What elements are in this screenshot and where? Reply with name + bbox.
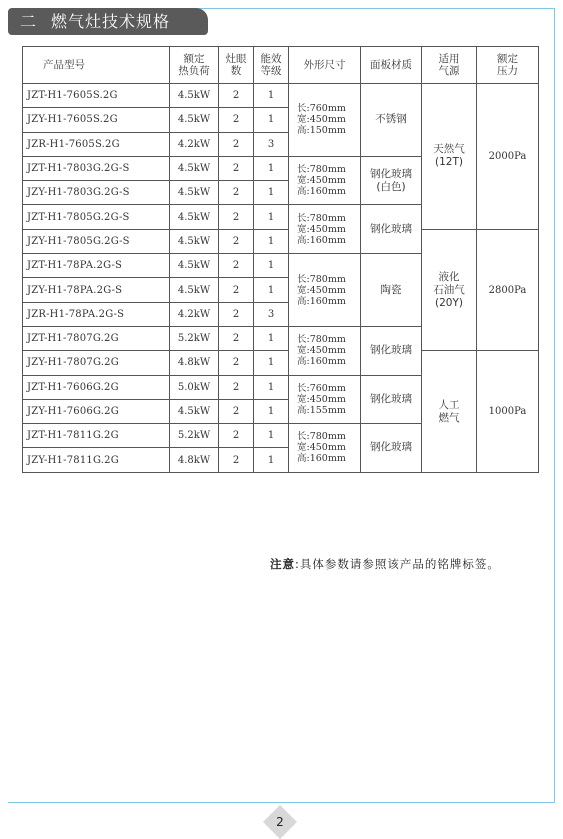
efficiency-grade-cell: 1 [254, 205, 289, 229]
burner-count-cell: 2 [219, 448, 254, 472]
model-cell: JZY-H1-7807G.2G [23, 351, 170, 375]
efficiency-grade-cell: 1 [254, 351, 289, 375]
burner-count-cell: 2 [219, 326, 254, 350]
gas-source-cell: 人工 燃气 [422, 351, 477, 472]
table-row [23, 84, 539, 108]
heat-load-cell: 4.8kW [170, 351, 219, 375]
gas-source-cell: 天然气 (12T) [422, 84, 477, 230]
panel-material-cell: 钢化玻璃 [361, 375, 422, 424]
frame-top-border [180, 8, 554, 9]
burner-count-cell: 2 [219, 278, 254, 302]
heat-load-cell: 5.2kW [170, 424, 219, 448]
dimensions-cell: 长:780mm 宽:450mm 高:160mm [289, 156, 361, 205]
dimensions-cell: 长:760mm 宽:450mm 高:150mm [289, 84, 361, 157]
burner-count-cell: 2 [219, 205, 254, 229]
heat-load-cell: 5.2kW [170, 326, 219, 350]
model-cell: JZY-H1-7811G.2G [23, 448, 170, 472]
note-body: :具体参数请参照该产品的铭牌标签。 [295, 557, 500, 571]
efficiency-grade-cell: 1 [254, 326, 289, 350]
burner-count-cell: 2 [219, 132, 254, 156]
efficiency-grade-cell: 1 [254, 84, 289, 108]
rated-pressure-cell: 1000Pa [477, 351, 539, 472]
model-cell: JZR-H1-7605S.2G [23, 132, 170, 156]
frame-right-border [554, 8, 555, 802]
header-burners: 灶眼 数 [219, 47, 254, 84]
model-cell: JZY-H1-78PA.2G-S [23, 278, 170, 302]
efficiency-grade-cell: 3 [254, 132, 289, 156]
panel-material-cell: 钢化玻璃 [361, 205, 422, 254]
burner-count-cell: 2 [219, 84, 254, 108]
heat-load-cell: 4.5kW [170, 84, 219, 108]
table-row [23, 351, 539, 375]
dimensions-cell: 长:760mm 宽:450mm 高:155mm [289, 375, 361, 424]
burner-count-cell: 2 [219, 108, 254, 132]
burner-count-cell: 2 [219, 302, 254, 326]
model-cell: JZY-H1-7803G.2G-S [23, 181, 170, 205]
efficiency-grade-cell: 1 [254, 399, 289, 423]
burner-count-cell: 2 [219, 181, 254, 205]
efficiency-grade-cell: 1 [254, 108, 289, 132]
burner-count-cell: 2 [219, 375, 254, 399]
page-number: 2 [276, 815, 284, 829]
note-text [270, 556, 500, 572]
burner-count-cell: 2 [219, 424, 254, 448]
heat-load-cell: 4.5kW [170, 108, 219, 132]
header-material: 面板材质 [361, 47, 422, 84]
rated-pressure-cell: 2000Pa [477, 84, 539, 230]
panel-material-cell: 钢化玻璃 (白色) [361, 156, 422, 205]
header-pressure: 额定 压力 [477, 47, 539, 84]
heat-load-cell: 4.5kW [170, 156, 219, 180]
model-cell: JZT-H1-7803G.2G-S [23, 156, 170, 180]
model-cell: JZT-H1-78PA.2G-S [23, 254, 170, 278]
heat-load-cell: 4.5kW [170, 254, 219, 278]
heat-load-cell: 4.2kW [170, 132, 219, 156]
panel-material-cell: 陶瓷 [361, 254, 422, 327]
note-label: 注意 [270, 557, 295, 571]
model-cell: JZY-H1-7606G.2G [23, 399, 170, 423]
gas-source-cell: 液化 石油气 (20Y) [422, 229, 477, 350]
burner-count-cell: 2 [219, 254, 254, 278]
dimensions-cell: 长:780mm 宽:450mm 高:160mm [289, 424, 361, 473]
efficiency-grade-cell: 1 [254, 254, 289, 278]
efficiency-grade-cell: 1 [254, 448, 289, 472]
model-cell: JZY-H1-7605S.2G [23, 108, 170, 132]
heat-load-cell: 4.2kW [170, 302, 219, 326]
spec-table [22, 46, 539, 473]
heat-load-cell: 4.5kW [170, 399, 219, 423]
model-cell: JZT-H1-7811G.2G [23, 424, 170, 448]
frame-bottom-border [8, 802, 555, 803]
efficiency-grade-cell: 1 [254, 375, 289, 399]
burner-count-cell: 2 [219, 351, 254, 375]
model-cell: JZT-H1-7805G.2G-S [23, 205, 170, 229]
heat-load-cell: 5.0kW [170, 375, 219, 399]
model-cell: JZY-H1-7805G.2G-S [23, 229, 170, 253]
header-efficiency: 能效 等级 [254, 47, 289, 84]
heat-load-cell: 4.5kW [170, 278, 219, 302]
heat-load-cell: 4.8kW [170, 448, 219, 472]
model-cell: JZT-H1-7606G.2G [23, 375, 170, 399]
dimensions-cell: 长:780mm 宽:450mm 高:160mm [289, 205, 361, 254]
heat-load-cell: 4.5kW [170, 229, 219, 253]
header-dims: 外形尺寸 [289, 47, 361, 84]
panel-material-cell: 钢化玻璃 [361, 326, 422, 375]
section-number: 二 [20, 12, 38, 31]
header-heat: 额定 热负荷 [170, 47, 219, 84]
efficiency-grade-cell: 1 [254, 181, 289, 205]
dimensions-cell: 长:780mm 宽:450mm 高:160mm [289, 254, 361, 327]
table-row [23, 229, 539, 253]
burner-count-cell: 2 [219, 156, 254, 180]
heat-load-cell: 4.5kW [170, 205, 219, 229]
model-cell: JZT-H1-7807G.2G [23, 326, 170, 350]
section-title: 燃气灶技术规格 [51, 12, 171, 31]
rated-pressure-cell: 2800Pa [477, 229, 539, 350]
section-title-tab [8, 8, 208, 35]
efficiency-grade-cell: 1 [254, 156, 289, 180]
heat-load-cell: 4.5kW [170, 181, 219, 205]
panel-material-cell: 不锈钢 [361, 84, 422, 157]
efficiency-grade-cell: 3 [254, 302, 289, 326]
burner-count-cell: 2 [219, 229, 254, 253]
efficiency-grade-cell: 1 [254, 424, 289, 448]
panel-material-cell: 钢化玻璃 [361, 424, 422, 473]
spec-table-body [23, 84, 539, 473]
model-cell: JZT-H1-7605S.2G [23, 84, 170, 108]
header-gas: 适用 气源 [422, 47, 477, 84]
header-row [23, 47, 539, 84]
header-model: 产品型号 [23, 47, 170, 84]
model-cell: JZR-H1-78PA.2G-S [23, 302, 170, 326]
burner-count-cell: 2 [219, 399, 254, 423]
dimensions-cell: 长:780mm 宽:450mm 高:160mm [289, 326, 361, 375]
efficiency-grade-cell: 1 [254, 229, 289, 253]
efficiency-grade-cell: 1 [254, 278, 289, 302]
